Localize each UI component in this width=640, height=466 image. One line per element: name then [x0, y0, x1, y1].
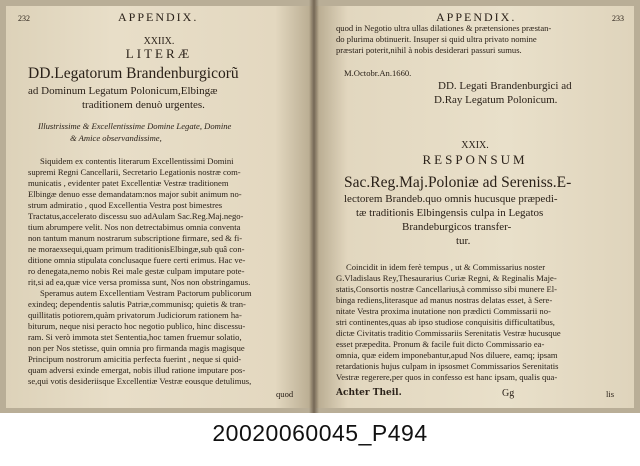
letter-heading-line-1: DD.Legatorum Brandenburgicorũ — [28, 65, 239, 82]
continuation-line: do plurima obtinuerit. Insuper si quid ultra privato nomine — [336, 34, 537, 44]
letter-body-line: strum admiratio , quod Excellentia Vestra post bimestres — [28, 200, 223, 210]
letter-body-line: quillitatis potiorem,quàm privatorum Judiciorum rationem ha- — [28, 310, 242, 320]
response-body-line: statis,Consortis nostræ Cancellarius,à commisso sibi munere El- — [336, 284, 558, 294]
signature-line-2: D.Ray Legatum Polonicum. — [434, 94, 558, 106]
letter-body-line: ne moraexsequi,quam primum traditionisElbingæ,sub quâ con- — [28, 244, 245, 254]
response-body-line: G.Vladislaus Rey,Thesaurarius Curiæ Regni, & Reginalis Maje- — [336, 273, 557, 283]
section-number: XXIX. — [461, 140, 489, 151]
letter-body-line: se,qui votis desideriisque Excellentiæ Vestræ eousque detulimus, — [28, 376, 252, 386]
date-line: M.Octobr.An.1660. — [344, 68, 412, 78]
signature-line-1: DD. Legati Brandenburgici ad — [438, 80, 572, 92]
continuation-line: præstari poterit,nihil à nobis desiderari passuri sumus. — [336, 45, 522, 55]
left-page — [6, 6, 312, 408]
letter-heading-line-2: ad Dominum Legatum Polonicum,Elbingæ — [28, 85, 218, 97]
left-running-head: APPENDIX. — [118, 10, 199, 24]
letter-body-line: non per Nos stetisse, quin omnia pro firmanda magis magisque — [28, 343, 245, 353]
letter-body-line: tium abrumpere velit. Nos non detrectabimus omnia conventa — [28, 222, 241, 232]
letter-body-line: Siquidem ex contentis literarum Excellentissimi Domini — [40, 156, 234, 166]
left-catchword: quod — [276, 389, 294, 399]
letter-body-line: Speramus autem Excellentiam Vestram Pactorum publicorum — [40, 288, 252, 298]
signature-mark: Achter Theil. — [336, 388, 402, 398]
letter-body-line: supremi Regni Cancellarii, Secretario Legationis nostræ com- — [28, 167, 241, 177]
letter-label: LITERÆ — [125, 46, 193, 61]
response-heading-line-5: tur. — [456, 235, 471, 247]
response-heading-line-2: lectorem Brandeb.quo omnis hucusque præpedi- — [344, 193, 558, 205]
response-body-line: esset præpedita. Pronum & facile fuit dicto Commissario ea- — [336, 339, 545, 349]
continuation-line: quod in Negotio ultra ullas dilationes & prætensiones præstan- — [336, 23, 552, 33]
left-page-number: 232 — [18, 14, 30, 23]
response-body-line: stri continentes,quas ab ipso studiose conquisitis difficultatibus, — [336, 317, 555, 327]
right-page-number: 233 — [612, 14, 624, 23]
letter-body-line: ram. Si verò immota stet Sententia,hoc tamen fruemur solatio, — [28, 332, 242, 342]
letter-body-line: non tantum manum nostrarum subscriptione firmare, sed & fi- — [28, 233, 243, 243]
book-gutter — [309, 0, 319, 413]
letter-body-line: exindeq; dependentis salutis Patriæ,communisq; quietis & tran- — [28, 299, 246, 309]
salutation-line-2: & Amice observandissime, — [70, 133, 162, 143]
letter-body-line: ro denegata,nemo nobis Rei male gestæ culpam imputare pote- — [28, 266, 245, 276]
letter-body-line: Principum nostrorum amicitia perfecta fuerint , neque si quid- — [28, 354, 242, 364]
letter-body-line: ditione omnia stipulata conclusaque fuere certi erimus. Hac ve- — [28, 255, 246, 265]
response-body-line: nitate Vestra proxima inutatione non prædicti Commissarii no- — [336, 306, 551, 316]
response-body-line: Coincidit in idem ferè tempus , ut & Commissarius noster — [346, 262, 546, 272]
response-body-line: dictæ Civitatis traditio Commissariis Serenitatis Vestræ hucusque — [336, 328, 561, 338]
response-body-line: retardationis hujus culpam in ipsosmet Commissarios Serenitatis — [336, 361, 559, 371]
letter-number: XXIIX. — [143, 36, 175, 47]
letter-body-line: municatis , evidenter patet Excellentiæ Vestræ traditionem — [28, 178, 229, 188]
response-heading-line-4: Brandeburgicos transfer- — [402, 221, 512, 233]
letter-body-line: rit,si ad ea,quæ vice versa promissa sunt, Nos non obstringamus. — [28, 277, 251, 287]
right-catchword: lis — [606, 389, 615, 399]
letter-heading-line-3: traditionem denuò urgentes. — [82, 99, 205, 111]
letter-body-line: quam adversi exinde emergat, nobis illud ratione imputare pos- — [28, 365, 246, 375]
letter-body-line: Elbingæ denuo esse demandatam:nos major subit animum no- — [28, 189, 242, 199]
gathering-mark: Gg — [502, 388, 515, 399]
response-heading-line-3: tæ traditionis Elbingensis culpa in Legatos — [356, 207, 544, 219]
response-body-line: Vestræ regerere,per quos in confesso est hanc ipsam, qualis qua- — [336, 372, 558, 382]
response-heading-line-1: Sac.Reg.Maj.Poloniæ ad Sereniss.E- — [344, 174, 572, 191]
letter-body-line: biturum, neque nisi peracto hoc negotio publico, hinc discessu- — [28, 321, 246, 331]
response-body-line: omnia, quæ eidem imponebantur,apud Nos diluere, eamq; ipsam — [336, 350, 558, 360]
right-running-head: APPENDIX. — [436, 10, 517, 24]
letter-body-line: Tractatus,accelerato discessu suo adAulam Sac.Reg.Maj.nego- — [28, 211, 244, 221]
salutation-line-1: Illustrissime & Excellentissime Domine Legate, Domine — [38, 121, 232, 131]
section-label: RESPONSUM — [422, 152, 528, 167]
right-page — [316, 6, 634, 408]
image-caption: 20020060045_P494 — [212, 420, 428, 446]
response-body-line: binga rediens,literasque ad manus nostras delatas esset, à Sere- — [336, 295, 553, 305]
